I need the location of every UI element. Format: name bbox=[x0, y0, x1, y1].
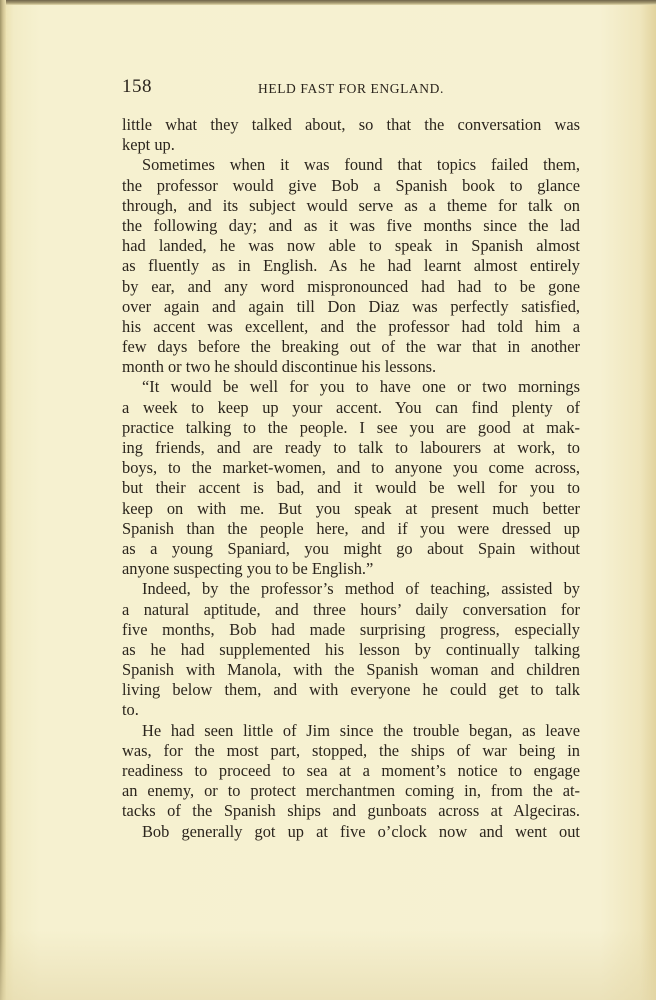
page-number: 158 bbox=[122, 76, 152, 97]
text-line: to. bbox=[122, 700, 139, 720]
text-line: through, and its subject would serve as a theme for talk on bbox=[122, 195, 580, 215]
text-line: few days before the breaking out of the war that in another bbox=[122, 337, 580, 357]
text-line: readiness to proceed to sea at a moment’s notice to engage bbox=[122, 761, 580, 780]
text-line: keep on with me. But you speak at present much better bbox=[122, 498, 580, 518]
page-top-edge bbox=[0, 0, 656, 5]
text-line: but their accent is bad, and it would be well for you to bbox=[122, 478, 580, 498]
text-line: living below them, and with everyone he could get to talk bbox=[122, 680, 580, 700]
text-line: as he had supplemented his lesson by continually talking bbox=[122, 639, 580, 659]
page-left-edge bbox=[0, 0, 6, 1000]
text-line: kept up. bbox=[122, 135, 175, 155]
text-line: anyone suspecting you to be English.” bbox=[122, 559, 374, 579]
text-line: Spanish than the people here, and if you were dressed up bbox=[122, 518, 580, 538]
text-line: a week to keep up your accent. You can find plenty of bbox=[122, 397, 580, 417]
text-line: tacks of the Spanish ships and gunboats across at Algeciras. bbox=[122, 801, 580, 821]
text-line: an enemy, or to protect merchantmen coming in, from the at- bbox=[122, 781, 580, 801]
text-line: his accent was excellent, and the professor had told him a bbox=[122, 316, 580, 336]
text-line: “It would be well for you to have one or two mornings bbox=[142, 377, 580, 397]
text-line: month or two he should discontinue his lessons. bbox=[122, 357, 437, 377]
text-line: practice talking to the people. I see you are good at mak- bbox=[122, 417, 580, 437]
body-text bbox=[122, 115, 580, 842]
text-line: was, for the most part, stopped, the ships of war being in bbox=[122, 740, 580, 760]
text-line: little what they talked about, so that the conversation was bbox=[122, 115, 580, 134]
text-line: ing friends, and are ready to talk to labourers at work, to bbox=[122, 438, 580, 457]
text-line: boys, to the market-women, and to anyone you come across, bbox=[122, 458, 580, 478]
text-line: Indeed, by the professor’s method of teaching, assisted by bbox=[142, 579, 580, 599]
text-line: over again and again till Don Diaz was perfectly satisfied, bbox=[122, 296, 580, 316]
page-header bbox=[122, 76, 580, 100]
text-line: the professor would give Bob a Spanish book to glance bbox=[122, 175, 580, 195]
text-line: Sometimes when it was found that topics failed them, bbox=[142, 155, 580, 175]
text-line: a natural aptitude, and three hours’ daily conversation for bbox=[122, 599, 580, 619]
page-bottom-shading bbox=[0, 930, 656, 1000]
text-line: the following day; and as it was five months since the lad bbox=[122, 215, 580, 235]
text-line: He had seen little of Jim since the trouble began, as leave bbox=[142, 720, 580, 740]
text-line: Spanish with Manola, with the Spanish woman and children bbox=[122, 660, 580, 680]
text-line: by ear, and any word mispronounced had had to be gone bbox=[122, 276, 580, 296]
text-line: had landed, he was now able to speak in Spanish almost bbox=[122, 236, 580, 256]
text-line: as fluently as in English. As he had learnt almost entirely bbox=[122, 256, 580, 276]
text-line: Bob generally got up at five o’clock now and went out bbox=[142, 821, 580, 841]
text-line: as a young Spaniard, you might go about Spain without bbox=[122, 538, 580, 558]
text-line: five months, Bob had made surprising progress, especially bbox=[122, 619, 580, 639]
running-head: HELD FAST FOR ENGLAND. bbox=[258, 81, 444, 96]
